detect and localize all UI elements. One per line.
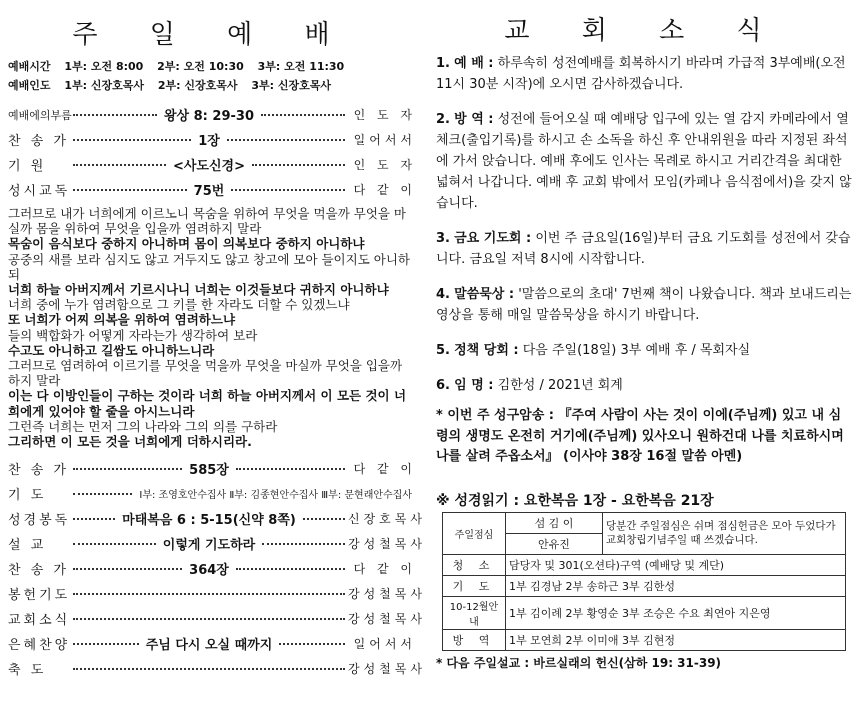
- order-role: 축 도: [8, 663, 47, 679]
- order-row: [8, 127, 416, 152]
- leader-1: 1부: 신장호목사: [64, 79, 144, 92]
- order-leader: 다 같 이: [353, 183, 416, 197]
- order-row: [8, 531, 426, 556]
- news-text: 김한성 / 2021년 회계: [497, 378, 623, 393]
- order-leader: 강성철목사: [348, 612, 426, 627]
- order-item: 마태복음 6 : 5-15(신약 8쪽): [122, 513, 296, 529]
- duty-label: 청 소: [443, 554, 506, 575]
- dot-leader: [231, 189, 345, 191]
- news-number: 4.: [436, 287, 450, 302]
- reading-line: 그러므로 내가 너희에게 이르노니 목숨을 위하여 무엇을 먹을까 무엇을 마실까 몸을 위하여 무엇을 입을까 염려하지 말라: [8, 206, 407, 237]
- worship-leaders: [8, 76, 416, 95]
- reading-line: 너희 중에 누가 염려함으로 그 키를 한 자라도 더할 수 있겠느냐: [8, 297, 350, 313]
- memory-verse: * 이번 주 성구암송 : 『주여 사람이 사는 것이 이에(주님께) 있고 내 심령의 생명도 온전히 거기에(주님께) 있사오니 원하건대 나를 치료하시며 나를 살려 주옵소서』 (이사야 38장 16절 말씀 아멘): [436, 408, 844, 464]
- order-item: 75번: [193, 184, 225, 199]
- order-item: 585장: [189, 463, 229, 479]
- news-number: 2.: [436, 112, 450, 127]
- duty-label: 10-12월안내: [443, 596, 506, 629]
- table-row: [443, 596, 846, 629]
- order-role: 성경봉독: [8, 513, 71, 529]
- time-3: 3부: 오전 11:30: [257, 60, 345, 73]
- order-role: 성시교독: [8, 184, 71, 199]
- time-2: 2부: 오전 10:30: [157, 60, 244, 73]
- news-heading: 정책 당회 :: [454, 343, 519, 358]
- order-role: 기 원: [8, 159, 47, 174]
- order-item: 이렇게 기도하라: [162, 538, 256, 554]
- news-heading: 방 역 :: [454, 112, 494, 127]
- time-1: 1부: 오전 8:00: [64, 60, 144, 73]
- news-text: 이번 주 금요일(16일)부터 금요 기도회를 성전에서 갖습니다. 금요일 저녁 8시에 시작합니다.: [436, 231, 851, 267]
- reading-line: 또 너희가 어찌 의복을 위하여 염려하느냐: [8, 312, 236, 328]
- order-row: [8, 456, 416, 481]
- reading-line: 들의 백합화가 어떻게 자라는가 생각하여 보라: [8, 327, 258, 343]
- news-item: [436, 284, 852, 326]
- order-item: 왕상 8: 29-30: [164, 109, 254, 124]
- dot-leader: [73, 468, 182, 470]
- order-row: [8, 102, 416, 127]
- reading-line: 수고도 아니하고 길쌈도 아니하느니라: [8, 342, 215, 358]
- order-role: 봉헌기도: [8, 588, 71, 604]
- dot-leader: [73, 668, 345, 670]
- news-text: '말씀으로의 초대' 7번째 책이 나왔습니다. 책과 보내드리는 영상을 통해 매일 말씀묵상을 하시기 바랍니다.: [436, 287, 852, 323]
- news-item: [436, 53, 852, 95]
- table-row: [443, 554, 846, 575]
- news-number: 6.: [436, 378, 450, 393]
- order-of-worship-bottom: [8, 456, 426, 681]
- reading-line: 공중의 새를 보라 심지도 않고 거두지도 않고 창고에 모아 들이지도 아니하되: [8, 251, 410, 282]
- order-leader: 강성철목사: [348, 587, 426, 602]
- order-role: 교회소식: [8, 613, 71, 629]
- duty-label: 방 역: [443, 629, 506, 650]
- news-text: 성전에 들어오실 때 예배당 입구에 있는 열 감지 카메라에서 열 체크(출입기록)를 하시고 손 소독을 하신 후 안내위원을 따라 지정된 좌석에 가서 앉습니다. 예배 후에도 인사는 목례로 하시고 거리간격을 최대한 넓혀서 나갑니다. 예배 후 교회 밖에서 모임(카페나 음식점에서)을 갖지 않습니다.: [436, 112, 852, 211]
- news-number: 1.: [436, 56, 450, 71]
- news-heading: 예 배 :: [454, 56, 494, 71]
- order-row: [8, 581, 426, 606]
- order-leader: 신장호목사: [348, 512, 426, 527]
- order-of-worship-top: [8, 102, 416, 202]
- dot-leader: [73, 643, 139, 645]
- reading-line: 그런즉 너희는 먼저 그의 나라와 그의 의를 구하라: [8, 418, 278, 434]
- worship-times: [8, 57, 416, 76]
- leaders-label: 예배인도: [8, 79, 51, 92]
- order-role: 찬 송 가: [8, 463, 69, 479]
- order-item: 1장: [198, 134, 220, 149]
- dot-leader: [252, 164, 345, 166]
- order-leader: 강성철목사: [348, 662, 426, 677]
- news-column: [436, 10, 852, 671]
- order-item: <사도신경>: [172, 159, 246, 174]
- order-item: Ⅰ부: 조영호안수집사 Ⅱ부: 김종현안수집사 Ⅲ부: 문현래안수집사: [139, 490, 412, 502]
- duty-cell: 섬 김 이: [506, 512, 603, 533]
- order-leader: 일어서서: [353, 637, 417, 652]
- news-item: [436, 109, 852, 214]
- dot-leader: [73, 493, 132, 495]
- order-row: [8, 656, 426, 681]
- dot-leader: [73, 139, 191, 141]
- dot-leader: [73, 543, 156, 545]
- order-role: 기 도: [8, 488, 47, 504]
- duty-label: 기 도: [443, 575, 506, 596]
- order-row: [8, 152, 416, 177]
- duty-cell: 1부 모연희 2부 이미애 3부 김현정: [506, 629, 846, 650]
- duty-cell: 1부 김경남 2부 송하근 3부 김한성: [506, 575, 846, 596]
- news-item: [436, 340, 852, 361]
- dot-leader: [236, 568, 345, 570]
- table-row: [443, 629, 846, 650]
- reading-line: 이는 다 이방인들이 구하는 것이라 너희 하늘 아버지께서 이 모든 것이 너희에게 있어야 할 줄을 아시느니라: [8, 388, 407, 419]
- order-item: 364장: [189, 563, 229, 579]
- news-number: 3.: [436, 231, 450, 246]
- dot-leader: [73, 593, 345, 595]
- news-heading: 금요 기도회 :: [454, 231, 532, 246]
- dot-leader: [73, 114, 157, 116]
- news-heading: 임 명 :: [454, 378, 494, 393]
- news-item: [436, 228, 852, 270]
- order-leader: 다 같 이: [353, 462, 417, 477]
- table-row: [443, 575, 846, 596]
- news-text: 하루속히 성전예배를 회복하시기 바라며 가급적 3부예배(오전 11시 30분 시작)에 오시면 감사하겠습니다.: [436, 56, 846, 92]
- dot-leader: [73, 518, 115, 520]
- order-leader: 인 도 자: [353, 158, 416, 172]
- dot-leader: [227, 139, 345, 141]
- dot-leader: [262, 543, 345, 545]
- order-row: [8, 506, 426, 531]
- worship-column: [8, 14, 426, 681]
- news-title: 교 회 소 식: [504, 16, 784, 46]
- duty-label: 주일점심: [443, 512, 506, 554]
- order-role: 예배에의부름: [8, 108, 72, 122]
- news-number: 5.: [436, 343, 450, 358]
- leader-3: 3부: 신장호목사: [251, 79, 331, 92]
- dot-leader: [236, 468, 345, 470]
- news-heading: 말씀묵상 :: [454, 287, 515, 302]
- dot-leader: [279, 643, 345, 645]
- table-row: [443, 512, 846, 533]
- order-row: [8, 481, 416, 506]
- reading-line: 너희 하늘 아버지께서 기르시나니 너희는 이것들보다 귀하지 아니하냐: [8, 282, 389, 298]
- order-role: 설 교: [8, 538, 47, 554]
- lunch-note: 당분간 주일점심은 쉬며 점심헌금은 모아 두었다가 교회창립기념주일 때 쓰겠습니다.: [603, 512, 846, 554]
- dot-leader: [73, 164, 166, 166]
- news-item: [436, 375, 852, 396]
- duty-cell: 안유진: [506, 533, 603, 554]
- dot-leader: [73, 568, 182, 570]
- order-leader: 인 도 자: [353, 108, 416, 122]
- order-role: 찬 송 가: [8, 134, 69, 149]
- times-label: 예배시간: [8, 60, 51, 73]
- news-text: 다음 주일(18일) 3부 예배 후 / 목회자실: [522, 343, 751, 358]
- dot-leader: [73, 189, 187, 191]
- order-leader: 강성철목사: [348, 537, 426, 552]
- worship-title: 주 일 예 배: [72, 20, 352, 50]
- dot-leader: [261, 114, 345, 116]
- reading-line: 그리하면 이 모든 것을 너희에게 더하시리라.: [8, 434, 252, 450]
- order-role: 은혜찬양: [8, 638, 71, 654]
- reading-line: 목숨이 음식보다 중하지 아니하며 몸이 의복보다 중하지 아니하냐: [8, 236, 365, 252]
- dot-leader: [303, 518, 345, 520]
- order-row: [8, 606, 426, 631]
- duty-cell: 담당자 및 301(오션타)구역 (예배당 및 계단): [506, 554, 846, 575]
- order-item: 주님 다시 오실 때까지: [145, 638, 273, 654]
- reading-line: 그러므로 염려하여 이르기를 무엇을 먹을까 무엇을 마실까 무엇을 입을까 하지 말라: [8, 358, 403, 389]
- order-row: [8, 631, 416, 656]
- order-leader: 일어서서: [353, 133, 417, 147]
- duty-cell: 1부 김이례 2부 황영순 3부 조승은 수요 최연아 지은영: [506, 596, 846, 629]
- dot-leader: [73, 618, 345, 620]
- responsive-reading: [8, 206, 416, 449]
- bible-reading: ※ 성경읽기 : 요한복음 1장 - 요한복음 21장: [436, 492, 714, 509]
- order-row: [8, 556, 416, 581]
- next-sermon: * 다음 주일설교 : 바르실래의 헌신(삼하 19: 31-39): [436, 655, 722, 670]
- order-row: [8, 177, 416, 202]
- order-leader: 다 같 이: [353, 562, 417, 577]
- order-role: 찬 송 가: [8, 563, 69, 579]
- leader-2: 2부: 신장호목사: [157, 79, 238, 92]
- duty-table: [442, 512, 846, 651]
